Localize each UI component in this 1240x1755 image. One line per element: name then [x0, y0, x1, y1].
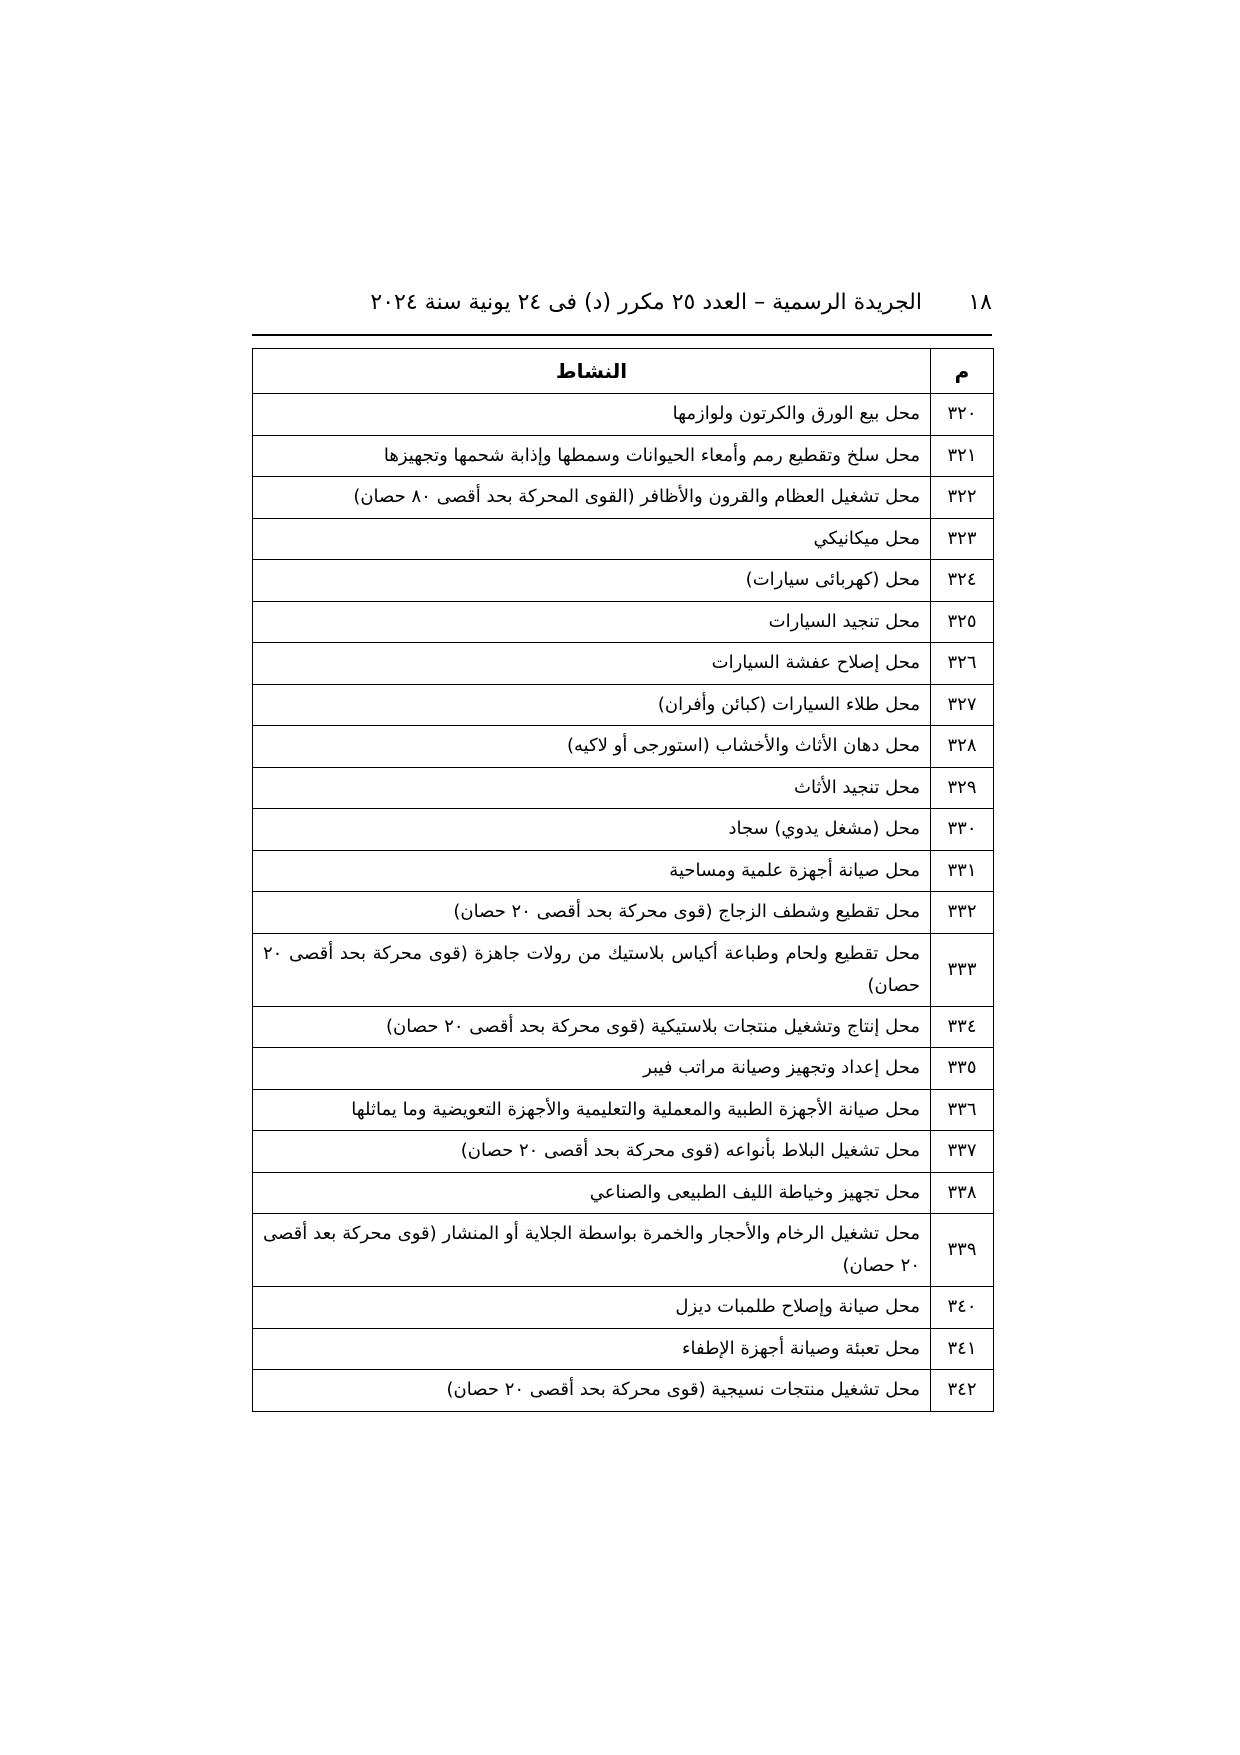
table-row — [253, 767, 994, 809]
page-header — [252, 282, 992, 322]
row-number: ٣٢١ — [931, 435, 994, 477]
table-row — [253, 1328, 994, 1370]
activity-description: محل بيع الورق والكرتون ولوازمها — [253, 394, 931, 436]
activity-description: محل تشغيل منتجات نسيجية (قوى محركة بحد أقصى ٢٠ حصان) — [253, 1370, 931, 1412]
table-row — [253, 1172, 994, 1214]
row-number: ٣٢٩ — [931, 767, 994, 809]
table-row — [253, 892, 994, 934]
table-row — [253, 1131, 994, 1173]
table-row — [253, 560, 994, 602]
activity-description: محل سلخ وتقطيع رمم وأمعاء الحيوانات وسمطها وإذابة شحمها وتجهيزها — [253, 435, 931, 477]
table-row — [253, 643, 994, 685]
row-number: ٣٢٣ — [931, 518, 994, 560]
row-number: ٣٤٢ — [931, 1370, 994, 1412]
table-row — [253, 1370, 994, 1412]
row-number: ٣٢٨ — [931, 726, 994, 768]
table-row — [253, 933, 994, 1006]
row-number: ٣٢٧ — [931, 684, 994, 726]
row-number: ٣٤١ — [931, 1328, 994, 1370]
row-number: ٣٣٣ — [931, 933, 994, 1006]
row-number: ٣٣٧ — [931, 1131, 994, 1173]
row-number: ٣٣٩ — [931, 1214, 994, 1287]
row-number: ٣٢٦ — [931, 643, 994, 685]
activity-description: محل تنجيد الأثاث — [253, 767, 931, 809]
table-row — [253, 1214, 994, 1287]
table-row — [253, 726, 994, 768]
page-number: ١٨ — [968, 289, 992, 315]
row-number: ٣٣١ — [931, 850, 994, 892]
activity-description: محل تعبئة وصيانة أجهزة الإطفاء — [253, 1328, 931, 1370]
table-header-row — [253, 349, 994, 394]
row-number: ٣٣٠ — [931, 809, 994, 851]
row-number: ٣٣٤ — [931, 1006, 994, 1048]
activity-description: محل صيانة أجهزة علمية ومساحية — [253, 850, 931, 892]
activity-description: محل تشغيل الرخام والأحجار والخمرة بواسطة الجلاية أو المنشار (قوى محركة بعد أقصى ٢٠ حصان) — [253, 1214, 931, 1287]
table-body — [253, 394, 994, 1412]
activity-description: محل دهان الأثاث والأخشاب (استورجى أو لاكيه) — [253, 726, 931, 768]
column-header-number: م — [931, 349, 994, 394]
table-row — [253, 1287, 994, 1329]
table-row — [253, 601, 994, 643]
table-row — [253, 518, 994, 560]
activity-description: محل ميكانيكي — [253, 518, 931, 560]
activity-description: محل تشغيل البلاط بأنواعه (قوى محركة بحد أقصى ٢٠ حصان) — [253, 1131, 931, 1173]
row-number: ٣٢٥ — [931, 601, 994, 643]
table-row — [253, 850, 994, 892]
table-row — [253, 1089, 994, 1131]
header-rule — [252, 334, 992, 336]
table-row — [253, 809, 994, 851]
row-number: ٣٣٦ — [931, 1089, 994, 1131]
activity-description: محل إصلاح عفشة السيارات — [253, 643, 931, 685]
table-row — [253, 1048, 994, 1090]
table-row — [253, 435, 994, 477]
activity-description: محل تشغيل العظام والقرون والأظافر (القوى المحركة بحد أقصى ٨٠ حصان) — [253, 477, 931, 519]
activity-description: محل تجهيز وخياطة الليف الطبيعى والصناعي — [253, 1172, 931, 1214]
activity-description: محل صيانة وإصلاح طلمبات ديزل — [253, 1287, 931, 1329]
table-row — [253, 684, 994, 726]
activity-description: محل تنجيد السيارات — [253, 601, 931, 643]
activity-description: محل إعداد وتجهيز وصيانة مراتب فيبر — [253, 1048, 931, 1090]
row-number: ٣٣٢ — [931, 892, 994, 934]
table-row — [253, 477, 994, 519]
row-number: ٣٤٠ — [931, 1287, 994, 1329]
row-number: ٣٢٠ — [931, 394, 994, 436]
activity-description: محل صيانة الأجهزة الطبية والمعملية والتعليمية والأجهزة التعويضية وما يماثلها — [253, 1089, 931, 1131]
activity-description: محل تقطيع ولحام وطباعة أكياس بلاستيك من رولات جاهزة (قوى محركة بحد أقصى ٢٠ حصان) — [253, 933, 931, 1006]
activity-description: محل (مشغل يدوي) سجاد — [253, 809, 931, 851]
table-row — [253, 394, 994, 436]
gazette-title: الجريدة الرسمية – العدد ٢٥ مكرر (د) فى ٢٤ يونية سنة ٢٠٢٤ — [370, 289, 922, 315]
activities-table — [252, 348, 994, 1412]
activity-description: محل (كهربائى سيارات) — [253, 560, 931, 602]
table-row — [253, 1006, 994, 1048]
activity-description: محل تقطيع وشطف الزجاج (قوى محركة بحد أقصى ٢٠ حصان) — [253, 892, 931, 934]
row-number: ٣٢٢ — [931, 477, 994, 519]
row-number: ٣٢٤ — [931, 560, 994, 602]
row-number: ٣٣٨ — [931, 1172, 994, 1214]
row-number: ٣٣٥ — [931, 1048, 994, 1090]
activity-description: محل طلاء السيارات (كبائن وأفران) — [253, 684, 931, 726]
activity-description: محل إنتاج وتشغيل منتجات بلاستيكية (قوى محركة بحد أقصى ٢٠ حصان) — [253, 1006, 931, 1048]
column-header-activity: النشاط — [253, 349, 931, 394]
